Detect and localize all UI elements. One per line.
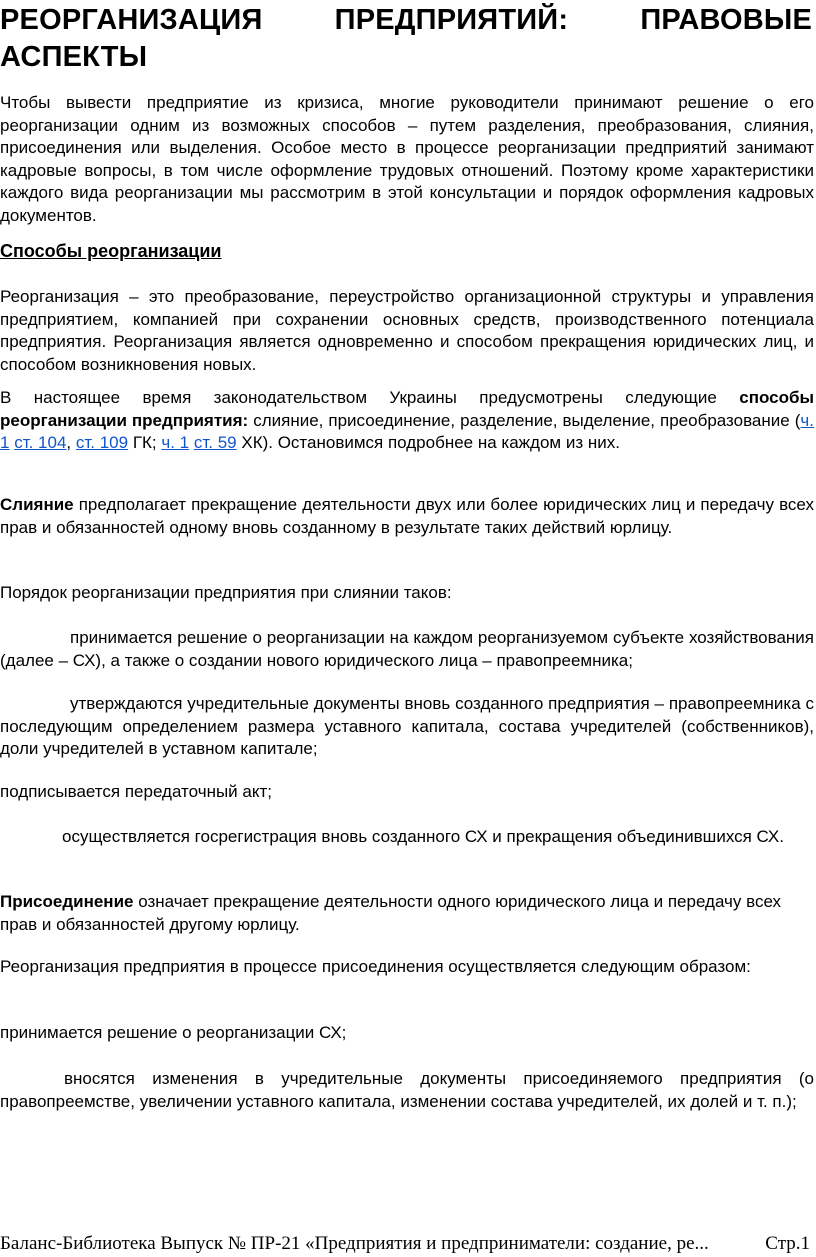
page-footer <box>0 1232 816 1256</box>
page-number: Стр.1 <box>765 1233 810 1254</box>
accession-term: Присоединение <box>0 892 134 911</box>
section-heading: Способы реорганизации <box>0 241 222 261</box>
merger-step-1: принимается решение о реорганизации на каждом реорганизуемом субъекте хозяйствования (далее – СХ), а также о создании нового юридического лица – правопреемника; <box>0 628 814 670</box>
accession-step-1: принимается решение о реорганизации СХ; <box>0 1023 347 1042</box>
merger-step-4: осуществляется госрегистрация вновь созданного СХ и прекращения объединившихся СХ. <box>62 827 784 846</box>
merger-order: Порядок реорганизации предприятия при слиянии таков: <box>0 583 452 602</box>
separator: , <box>66 433 76 452</box>
accession-step-2: вносятся изменения в учредительные документы присоединяемого предприятия (о правопреемстве, увеличении уставного капитала, изменении состава учредителей, их долей и т. п.); <box>0 1069 814 1111</box>
methods-list: слияние, присоединение, разделение, выделение, преобразование ( <box>248 410 801 430</box>
methods-lead: В настоящее время законодательством Украины предусмотрены следующие <box>0 388 740 407</box>
link-article104[interactable]: ст. 104 <box>14 433 67 452</box>
link-article59[interactable]: ст. 59 <box>193 433 237 452</box>
merger-term: Слияние <box>0 495 74 514</box>
accession-order: Реорганизация предприятия в процессе присоединения осуществляется следующим образом: <box>0 957 751 976</box>
intro-paragraph: Чтобы вывести предприятие из кризиса, многие руководители принимают решение о его реорганизации одним из возможных способов – путем разделения, преобразования, слияния, присоединения или выделения. Особое место в процессе реорганизации предприятий занимают кадровые вопросы, в том числе оформление трудовых отношений. Поэтому кроме характеристики каждого вида реорганизации мы рассмотрим в этой консультации и порядок оформления кадровых документов. <box>0 93 814 225</box>
footer-text: Баланс-Библиотека Выпуск № ПР-21 «Предприятия и предприниматели: создание, ре... <box>0 1233 709 1254</box>
merger-text: предполагает прекращение деятельности двух или более юридических лиц и передачу всех прав и обязанностей одному вновь созданному в результате таких действий юрлицу. <box>0 495 814 537</box>
accession-text: означает прекращение деятельности одного юридического лица и передачу всех прав и обязанностей другому юрлицу. <box>0 892 782 934</box>
link-part1[interactable]: ч. 1 <box>0 410 814 452</box>
methods-tail: ХК). Остановимся подробнее на каждом из них. <box>236 433 620 452</box>
link-article109[interactable]: ст. 109 <box>75 433 129 452</box>
methods-paragraph <box>0 387 814 455</box>
page-title: РЕОРГАНИЗАЦИЯ ПРЕДПРИЯТИЙ: ПРАВОВЫЕ АСПЕКТЫ <box>0 4 812 73</box>
merger-paragraph <box>0 494 814 539</box>
accession-paragraph <box>0 891 814 936</box>
link-part1-hk[interactable]: ч. 1 <box>161 433 190 452</box>
code-abbrev-gk: ГК; <box>128 433 162 452</box>
methods-bold: способы реорганизации предприятия: <box>0 388 814 430</box>
merger-step-2: утверждаются учредительные документы вновь созданного предприятия – правопреемника с последующим определением размера уставного капитала, состава учредителей (собственников), доли учредителей в уставном капитале; <box>0 694 814 758</box>
definition-paragraph: Реорганизация – это преобразование, переустройство организационной структуры и управления предприятием, компанией при сохранении основных средств, производственного потенциала предприятия. Реорганизация является одновременно и способом прекращения юридических лиц, и способом возникновения новых. <box>0 287 814 374</box>
merger-step-3: подписывается передаточный акт; <box>0 782 272 801</box>
